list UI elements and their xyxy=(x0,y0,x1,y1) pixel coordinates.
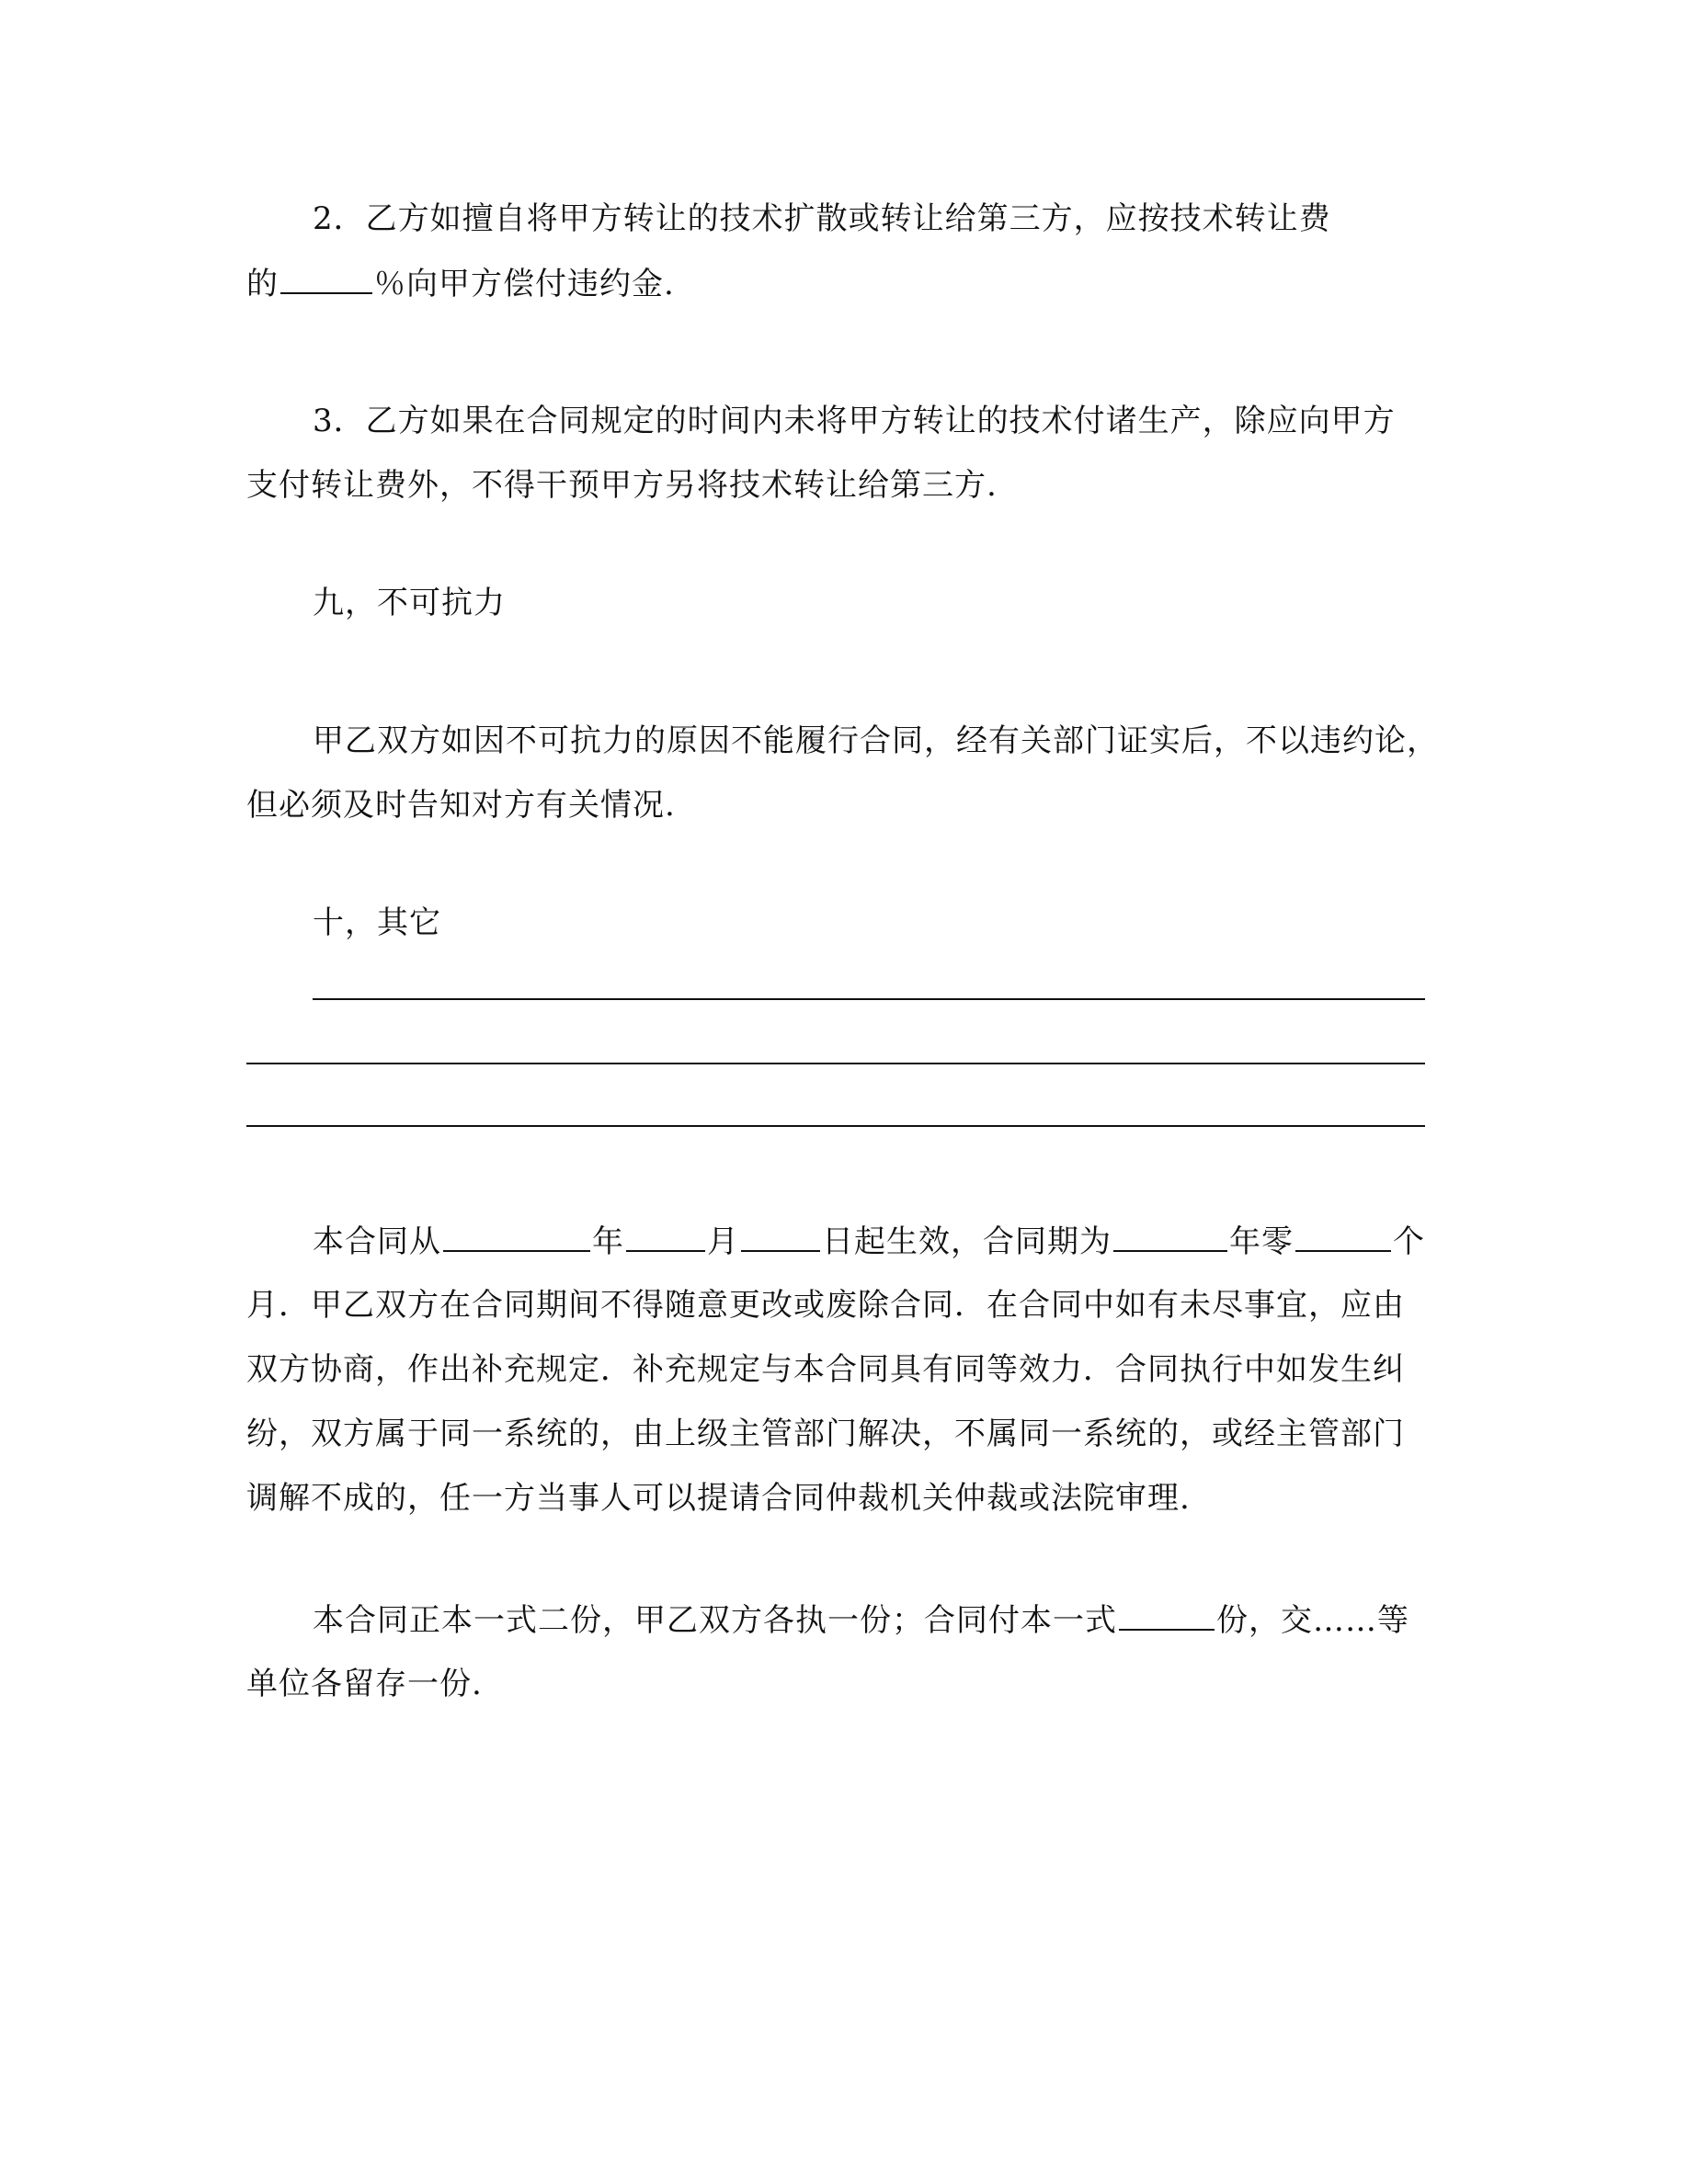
effective-line-3: 双方协商，作出补充规定．补充规定与本合同具有同等效力．合同执行中如发生纠 xyxy=(246,1351,1405,1388)
penalty-percent-blank[interactable] xyxy=(280,265,372,294)
effective-line-5: 调解不成的，任一方当事人可以提请合同仲裁机关仲裁或法院审理. xyxy=(246,1480,1191,1517)
clause-3-line-2: 支付转让费外，不得干预甲方另将技术转让给第三方. xyxy=(246,467,998,504)
effective-text-start: 本合同从 xyxy=(313,1223,441,1260)
months-label: 个 xyxy=(1393,1223,1425,1260)
start-day-blank[interactable] xyxy=(741,1223,820,1252)
other-terms-blank-line-3[interactable] xyxy=(246,1125,1425,1127)
month-label: 月 xyxy=(707,1223,739,1260)
year-label: 年 xyxy=(592,1223,624,1260)
start-month-blank[interactable] xyxy=(626,1223,705,1252)
start-year-blank[interactable] xyxy=(443,1223,590,1252)
effective-text-mid: 日起生效，合同期为 xyxy=(822,1223,1112,1260)
copies-line-2: 单位各留存一份. xyxy=(246,1666,483,1702)
effective-line-1 xyxy=(313,1223,1425,1260)
clause-2-line-1: 2．乙方如擅自将甲方转让的技术扩散或转让给第三方，应按技术转让费 xyxy=(313,200,1331,237)
years-and-label: 年零 xyxy=(1229,1223,1294,1260)
clause-2-line-2 xyxy=(246,265,675,302)
section-9-line-2: 但必须及时告知对方有关情况. xyxy=(246,787,676,824)
effective-line-4: 纷，双方属于同一系统的，由上级主管部门解决，不属同一系统的，或经主管部门 xyxy=(246,1416,1405,1452)
other-terms-blank-line-1[interactable] xyxy=(313,998,1425,1000)
clause-3-line-1: 3．乙方如果在合同规定的时间内未将甲方转让的技术付诸生产，除应向甲方 xyxy=(313,403,1396,439)
copies-line-1 xyxy=(313,1601,1409,1639)
other-terms-blank-line-2[interactable] xyxy=(246,1063,1425,1064)
clause-2-prefix: 的 xyxy=(246,266,279,302)
term-months-blank[interactable] xyxy=(1295,1223,1391,1252)
effective-line-2: 月．甲乙双方在合同期间不得随意更改或废除合同．在合同中如有未尽事宜，应由 xyxy=(246,1287,1405,1324)
clause-2-suffix: ％向甲方偿付违约金. xyxy=(374,266,675,302)
term-years-blank[interactable] xyxy=(1113,1223,1227,1252)
copies-text-end: 份，交……等 xyxy=(1216,1602,1409,1639)
section-10-heading: 十，其它 xyxy=(313,904,441,941)
copies-text-start: 本合同正本一式二份，甲乙双方各执一份；合同付本一式 xyxy=(313,1602,1117,1639)
section-9-line-1: 甲乙双方如因不可抗力的原因不能履行合同，经有关部门证实后，不以违约论， xyxy=(313,722,1439,759)
duplicate-count-blank[interactable] xyxy=(1119,1601,1215,1631)
section-9-heading: 九，不可抗力 xyxy=(313,585,506,621)
